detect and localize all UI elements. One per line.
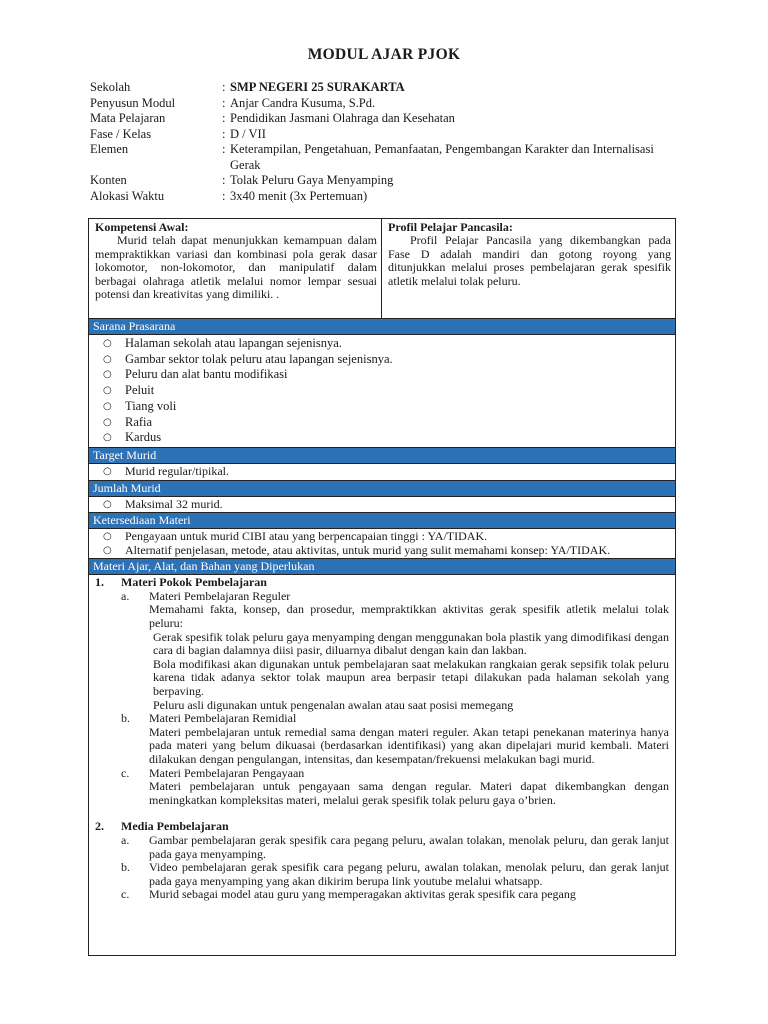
ketersediaan-list [89,529,675,558]
sub-heading-pengayaan: c. Materi Pembelajaran Pengayaan [121,765,305,780]
list-item: ○ Maksimal 32 murid. [103,496,223,511]
colon: : [222,80,226,94]
circle-bullet-icon: ○ [103,432,112,444]
competency-row [89,219,675,319]
section-bar-sarana: Sarana Prasarana [89,319,675,335]
paragraph: Materi pembelajaran untuk remedial sama dengan materi reguler. Akan tetapi penekanan materinya hanya pada materi yang belum dikuasai (berdasarkan identifikasi) yang akan dipelajari murid kembali. Materi dilakukan dengan pengulangan, intensitas, dan kesempatan/frekuensi melakukan bagi murid. [149,724,669,767]
kompetensi-awal-heading: Kompetensi Awal: [95,220,189,234]
circle-bullet-icon: ○ [103,385,112,397]
list-item: ○ Pengayaan untuk murid CIBI atau yang berpencapaian tinggi : YA/TIDAK. [103,529,488,544]
circle-bullet-icon: ○ [103,353,112,365]
identity-value: SMP NEGERI 25 SURAKARTA [230,80,405,94]
kompetensi-awal-cell [89,219,382,318]
colon: : [222,188,226,203]
list-item: ○ Peluit [103,383,155,398]
paragraph: Bola modifikasi akan digunakan untuk pembelajaran saat melakukan rangkaian gerak sepsifik tolak peluru karena tidak adanya sektor tolak maupun area berpasir tetapi dilakukan pada halaman sekolah yang berpaving. [153,656,669,699]
section-bar-ketersediaan: Ketersediaan Materi [89,512,675,529]
section-bar-target: Target Murid [89,447,675,464]
colon: : [222,111,226,125]
circle-bullet-icon: ○ [103,544,112,556]
identity-label: Sekolah [90,80,131,94]
sub-heading-remidial: b. Materi Pembelajaran Remidial [121,711,297,726]
sub-heading-reguler: a. Materi Pembelajaran Reguler [121,588,291,603]
identity-value: Tolak Peluru Gaya Menyamping [230,173,394,187]
profil-pelajar-heading: Profil Pelajar Pancasila: [388,220,513,234]
identity-label: Penyusun Modul [90,95,176,110]
colon: : [222,173,226,187]
identity-label: Mata Pelajaran [90,111,166,125]
identity-value: D / VII [230,126,266,141]
materi-ajar-content [89,575,675,902]
paragraph: Memahami fakta, konsep, dan prosedur, mempraktikkan aktivitas gerak spesifik atletik melalui tolak peluru: [149,602,669,631]
colon: : [222,126,226,141]
circle-bullet-icon: ○ [103,416,112,428]
list-item: ○ Kardus [103,430,162,445]
identity-value: Keterampilan, Pengetahuan, Pemanfaatan, Pengembangan Karakter dan Internalisasi Gerak [230,142,654,172]
section-heading-materi-pokok: 1. Materi Pokok Pembelajaran [95,575,267,590]
target-list [89,464,675,480]
profil-pelajar-cell [382,219,675,318]
section-bar-jumlah: Jumlah Murid [89,480,675,497]
paragraph: Peluru asli digunakan untuk pengenalan awalan atau saat posisi memegang [153,697,514,712]
identity-row-mapel [90,111,680,127]
identity-label: Konten [90,173,127,187]
page-title: MODUL AJAR PJOK [307,46,461,63]
list-item: ○ Peluru dan alat bantu modifikasi [103,367,288,382]
paragraph: Materi pembelajaran untuk pengayaan sama dengan regular. Materi dapat dikembangkan dengan meningkatkan kompleksitas materi, melalui gerak spesifik tolak peluru gaya o’brien. [149,779,669,807]
identity-row-fase [90,127,680,143]
identity-row-penyusun [90,96,680,112]
identity-block [90,80,680,204]
list-item: ○ Tiang voli [103,398,177,413]
identity-label: Fase / Kelas [90,126,152,141]
identity-row-sekolah [90,80,680,96]
list-item: ○ Halaman sekolah atau lapangan sejenisnya. [103,336,342,350]
circle-bullet-icon: ○ [103,498,112,510]
identity-row-konten [90,173,680,189]
kompetensi-awal-text: Murid telah dapat menunjukkan kemampuan dalam mempraktikkan variasi dan kombinasi pola gerak dasar lokomotor, non-lokomotor, dan manipulatif dalam berbagai olahraga atletik melalui nomor lempar sesuai potensi dan kreativitas yang dimiliki. . [95,233,377,302]
circle-bullet-icon: ○ [103,369,112,381]
sarana-list [89,335,675,447]
identity-value: 3x40 menit (3x Pertemuan) [230,188,368,203]
section-heading-media: 2. Media Pembelajaran [95,819,229,834]
circle-bullet-icon: ○ [103,400,112,412]
profil-pelajar-text: Profil Pelajar Pancasila yang dikembangkan pada Fase D adalah mandiri dan gotong royong yang ditunjukkan melalui proses pembelajaran gerak spesifik atletik melalui tolak peluru. [388,233,671,288]
media-item: a. Gambar pembelajaran gerak spesifik cara pegang peluru, awalan tolakan, menolak peluru, dan gerak lanjut pada gaya menyamping. [121,832,669,861]
identity-label: Elemen [90,142,129,156]
jumlah-list [89,497,675,513]
list-item: ○ Rafia [103,414,153,429]
section-bar-materi-ajar: Materi Ajar, Alat, dan Bahan yang Diperlukan [89,558,675,575]
paragraph: Gerak spesifik tolak peluru gaya menyamping dengan menggunakan bola plastik yang dimodifikasi dengan cara di bagian dalamnya diisi pasir, diluarnya dibalut dengan kain dan lakban. [153,629,669,658]
identity-value: Anjar Candra Kusuma, S.Pd. [230,95,376,110]
circle-bullet-icon: ○ [103,465,112,477]
circle-bullet-icon: ○ [103,531,112,543]
identity-value: Pendidikan Jasmani Olahraga dan Kesehatan [230,111,455,125]
list-item: ○ Alternatif penjelasan, metode, atau aktivitas, untuk murid yang sulit memahami konsep: YA/TIDAK. [103,542,611,557]
colon: : [222,142,226,156]
media-item: b. Video pembelajaran gerak spesifik cara pegang peluru, awalan tolakan, menolak peluru, dan gerak lanjut pada gaya menyamping yang akan dikirim berupa link youtube melalui whatsapp. [121,860,669,888]
identity-label: Alokasi Waktu [90,188,165,203]
list-item: ○ Gambar sektor tolak peluru atau lapangan sejenisnya. [103,351,393,366]
circle-bullet-icon: ○ [103,338,112,349]
media-item: c. Murid sebagai model atau guru yang memperagakan aktivitas gerak spesifik cara pegang [121,887,576,902]
list-item: ○ Murid regular/tipikal. [103,463,229,478]
identity-row-elemen [90,142,680,173]
module-table [88,218,676,956]
identity-row-alokasi [90,189,680,205]
colon: : [222,95,226,110]
